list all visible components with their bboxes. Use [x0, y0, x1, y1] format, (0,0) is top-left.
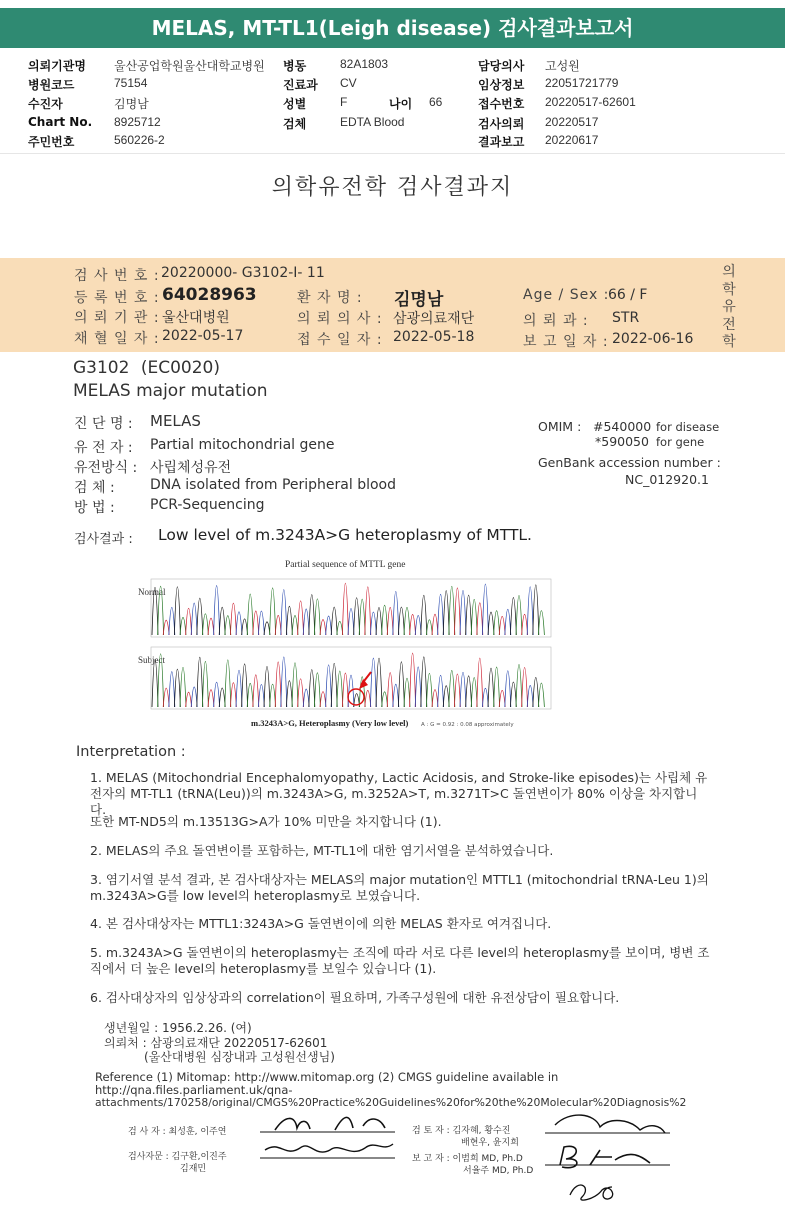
side-char: 의: [722, 264, 736, 280]
trace-peak: [454, 674, 460, 707]
trace-peak: [174, 669, 180, 707]
trace-peak: [432, 614, 438, 635]
trace-peak: [320, 620, 326, 635]
trace-peak: [382, 692, 388, 707]
trace-peak: [488, 668, 494, 707]
trace-peak: [186, 692, 192, 707]
trace-peak: [404, 607, 410, 635]
trace-peak: [281, 590, 287, 635]
trace-peak: [303, 609, 309, 635]
method-value: PCR-Sequencing: [150, 497, 265, 513]
code-value: 75154: [114, 76, 148, 90]
trace-peak: [326, 665, 332, 707]
reviewer: 검 토 자 : 김자혜, 황수진: [412, 1126, 511, 1136]
doctor-value: 고성원: [545, 59, 580, 73]
sex-label: 성별: [283, 97, 307, 111]
reporter-2: 서율주 MD, Ph.D: [463, 1166, 534, 1176]
rep-value: 2022-06-16: [612, 331, 694, 347]
reviewer-2: 배현우, 윤지희: [461, 1138, 519, 1148]
trace-peak: [533, 585, 539, 635]
trace-peak: [158, 586, 164, 635]
trace-peak: [292, 663, 298, 707]
trace-peak: [309, 595, 315, 635]
coll-value: 2022-05-17: [162, 328, 244, 344]
advisor: 검사자문 : 김구환,이진주: [128, 1152, 227, 1162]
trace-peak: [410, 653, 416, 707]
spec-label: 검 체 :: [74, 480, 115, 496]
trace-peak: [152, 659, 158, 707]
normal-trace-frame: [151, 579, 551, 637]
trace-peak: [370, 612, 376, 635]
trace-peak: [510, 682, 516, 707]
interp-item-4: 4. 본 검사대상자는 MTTL1:3243A>G 돌연변이에 의한 MELAS 환자로 여겨집니다.: [90, 916, 552, 931]
trace-peak: [460, 672, 466, 707]
trace-peak: [466, 595, 472, 635]
trace-peak: [527, 587, 533, 635]
dx-label: 진 단 명 :: [74, 416, 133, 432]
trace-peak: [253, 611, 259, 635]
trace-peak: [398, 662, 404, 707]
clinical-value: 22051721779: [545, 76, 619, 90]
trace-peak: [298, 601, 304, 635]
trace-peak: [309, 670, 315, 707]
trace-peak: [174, 587, 180, 635]
trace-peak: [482, 584, 488, 635]
trace-peak: [191, 687, 197, 707]
trace-peak: [421, 595, 427, 635]
subject-trace-frame: [151, 647, 551, 709]
inst-value: 울산대병원: [162, 310, 230, 326]
recv-value: 2022-05-18: [393, 329, 475, 345]
reference-2: http://qna.files.parliament.uk/qna-: [95, 1083, 293, 1097]
trace-peak: [303, 689, 309, 707]
trace-peak: [494, 611, 500, 635]
trace-peak: [393, 684, 399, 707]
resid-label: 주민번호: [28, 135, 75, 149]
specimen-label: 검체: [283, 117, 307, 131]
trace-peak: [471, 677, 477, 707]
trace-peak: [494, 667, 500, 707]
subject-label: Subject: [138, 655, 165, 665]
ward-value: 82A1803: [340, 57, 389, 71]
genbank-value: NC_012920.1: [625, 472, 709, 487]
dob-line: 생년월일 : 1956.2.26. (여): [104, 1021, 252, 1035]
trace-peak: [208, 690, 214, 707]
trace-peak: [348, 609, 354, 635]
trace-peak: [270, 588, 276, 635]
reception-label: 접수번호: [478, 97, 525, 111]
inst-label: 의 뢰 기 관 :: [74, 310, 160, 326]
trace-peak: [286, 681, 292, 707]
trace-peak: [214, 586, 220, 635]
trace-peak: [533, 677, 539, 707]
trace-peak: [230, 683, 236, 707]
test-name: MELAS major mutation: [73, 381, 268, 401]
tester-signature: [255, 1110, 405, 1175]
dx-value: MELAS: [150, 412, 201, 430]
trace-peak: [365, 690, 371, 707]
trace-peak: [404, 678, 410, 707]
trace-peak: [169, 672, 175, 707]
trace-peak: [410, 614, 416, 635]
patient-value: 김명남: [114, 97, 149, 111]
figure-title: Partial sequence of MTTL gene: [285, 560, 406, 570]
dept-label: 진료과: [283, 78, 318, 92]
ref-label: 의 뢰 의 사 :: [297, 311, 383, 327]
trace-peak: [426, 673, 432, 707]
dept-value: CV: [340, 76, 357, 90]
trace-peak: [292, 616, 298, 635]
trace-peak: [158, 654, 164, 707]
side-vertical-title: [722, 264, 736, 352]
trace-peak: [236, 612, 242, 635]
trace-peak: [538, 683, 544, 707]
trace-peak: [314, 673, 320, 707]
result-value: Low level of m.3243A>G heteroplasmy of MTTL.: [158, 526, 532, 544]
sequence-figure: [135, 555, 560, 745]
trace-peak: [169, 607, 175, 635]
chart-label: Chart No.: [28, 115, 93, 129]
trace-peak: [219, 688, 225, 707]
coll-label: 채 혈 일 자 :: [74, 331, 160, 347]
agesex-label: Age / Sex :: [523, 287, 610, 303]
trace-peak: [471, 599, 477, 635]
regno-label: 등 록 번 호 :: [74, 290, 160, 306]
trace-peak: [516, 596, 522, 635]
trace-peak: [163, 688, 169, 707]
trace-peak: [538, 611, 544, 635]
trace-peak: [510, 598, 516, 635]
clinical-label: 임상정보: [478, 78, 525, 92]
interp-item-5: 5. m.3243A>G 돌연변이의 heteroplasmy는 조직에 따라 서로 다른 level의 heteroplasmy를 보이며, 병변 조직에서 더 높은 level의 heteroplasmy를 보일수 있습니다 (1).: [90, 945, 710, 976]
code-label: 병원코드: [28, 78, 75, 92]
spec-value: DNA isolated from Peripheral blood: [150, 477, 397, 493]
trace-peak: [393, 591, 399, 635]
result-label: 검사결과 :: [74, 532, 133, 547]
test-code: [73, 358, 220, 378]
hospital-label: 의뢰기관명: [28, 59, 86, 73]
trace-peak: [258, 611, 264, 635]
trace-peak: [320, 692, 326, 707]
trace-peak: [275, 615, 281, 635]
trace-peak: [163, 620, 169, 635]
normal-trace: [152, 583, 544, 635]
trace-peak: [242, 619, 248, 635]
trace-peak: [270, 684, 276, 707]
trace-peak: [376, 607, 382, 635]
sex-value: F: [340, 95, 348, 109]
trace-peak: [382, 605, 388, 635]
trace-peak: [331, 663, 337, 707]
trace-peak: [421, 657, 427, 707]
inheritance-label: 유전방식 :: [74, 460, 138, 476]
trace-peak: [186, 608, 192, 635]
trace-peak: [443, 686, 449, 707]
side-char: 학: [722, 281, 736, 298]
age-value: 66: [429, 95, 443, 109]
advisor-2: 김재민: [180, 1164, 207, 1174]
interp-item-3: 3. 염기서열 분석 결과, 본 검사대상자는 MELAS의 major mutation인 MTTL1 (mitochondrial tRNA-Leu 1)의 m.3243A>G를 low level의 heteroplasmy로 보였습니다.: [90, 872, 709, 903]
gene-label: 유 전 자 :: [74, 440, 133, 456]
testno-label: 검 사 번 호 :: [74, 268, 160, 284]
omim-disease-for: for disease: [656, 420, 720, 434]
trace-peak: [477, 658, 483, 707]
trace-peak: [505, 609, 511, 635]
trace-peak: [197, 598, 203, 635]
trace-peak: [432, 690, 438, 707]
trace-peak: [522, 614, 528, 635]
trace-peak: [488, 612, 494, 635]
trace-peak: [415, 667, 421, 707]
gene-value: Partial mitochondrial gene: [150, 437, 335, 453]
document-title: 의학유전학 검사결과지: [271, 175, 514, 200]
trace-peak: [342, 583, 348, 635]
genbank-label: GenBank accession number :: [538, 455, 721, 470]
report-label: 결과보고: [478, 135, 525, 149]
side-char: 유: [722, 299, 736, 315]
trace-peak: [214, 682, 220, 707]
trace-peak: [225, 660, 231, 707]
trace-peak: [522, 667, 528, 707]
trace-peak: [482, 688, 488, 707]
trace-peak: [527, 685, 533, 707]
trace-peak: [370, 658, 376, 707]
ward-label: 병동: [283, 59, 307, 73]
pname-value: 김명남: [394, 290, 444, 310]
trace-peak: [230, 603, 236, 635]
recv-label: 접 수 일 자 :: [297, 332, 383, 348]
refdept-value: STR: [612, 310, 640, 326]
divider: [0, 153, 785, 154]
trace-peak: [337, 671, 343, 707]
trace-peak: [236, 670, 242, 707]
trace-peak: [247, 683, 253, 707]
ref-value: 삼광의료재단: [393, 311, 475, 327]
trace-peak: [225, 616, 231, 635]
trace-peak: [314, 599, 320, 635]
trace-peak: [359, 599, 365, 635]
method-label: 방 법 :: [74, 500, 115, 516]
regno-value: 64028963: [162, 285, 257, 305]
trace-peak: [449, 670, 455, 707]
trace-peak: [477, 603, 483, 635]
trace-peak: [281, 657, 287, 707]
trace-peak: [376, 658, 382, 707]
trace-peak: [466, 676, 472, 707]
trace-peak: [365, 587, 371, 635]
reception-value: 20220517-62601: [545, 95, 636, 109]
referrer-line-2: (울산대병원 심장내과 고성원선생님): [144, 1050, 335, 1064]
trace-peak: [415, 616, 421, 635]
report-header: MELAS, MT-TL1(Leigh disease) 검사결과보고서: [0, 8, 785, 48]
trace-peak: [499, 690, 505, 707]
specimen-value: EDTA Blood: [340, 115, 405, 129]
omim-disease: #540000: [593, 419, 652, 434]
agesex-value: 66 / F: [608, 287, 648, 303]
test-code-sub: (EC0020): [140, 358, 220, 378]
trace-peak: [191, 603, 197, 635]
age-label: 나이: [389, 97, 413, 111]
reference-3: attachments/170258/original/CMGS%20Practice%20Guidelines%20for%20the%20Molecular%20Diagnosis%2: [95, 1096, 687, 1109]
interpretation-title: Interpretation :: [76, 744, 186, 760]
trace-peak: [326, 616, 332, 635]
trace-peak: [264, 667, 270, 707]
trace-peak: [242, 664, 248, 707]
trace-peak: [180, 617, 186, 635]
trace-peak: [398, 607, 404, 635]
tester: 검 사 자 : 최성훈, 이주연: [128, 1127, 227, 1137]
interp-item-1: 1. MELAS (Mitochondrial Encephalomyopathy, Lactic Acidosis, and Stroke-like episodes)는 사립체 유전자의 MT-TL1 (tRNA(Leu))의 m.3243A>G, m.3252A>T, m.3271T>C 돌연변이가 80% 이상을 차지합니다.: [90, 770, 708, 817]
testno-value: 20220000- G3102-I- 11: [161, 265, 325, 281]
side-char: 학: [722, 334, 736, 350]
trace-peak: [337, 621, 343, 635]
request-value: 20220517: [545, 115, 599, 129]
trace-peak: [152, 587, 158, 635]
trace-peak: [180, 667, 186, 707]
patient-label: 수진자: [28, 97, 63, 111]
request-label: 검사의뢰: [478, 117, 525, 131]
chromatogram: [135, 555, 560, 745]
side-char: 전: [722, 316, 736, 333]
trace-peak: [449, 586, 455, 635]
trace-peak: [443, 591, 449, 635]
interp-item-1b: 또한 MT-ND5의 m.13513G>A가 10% 미만을 차지합니다 (1).: [90, 814, 442, 829]
mutation-circle: [348, 689, 364, 705]
omim-gene-for: for gene: [656, 435, 705, 449]
trace-peak: [438, 594, 444, 635]
trace-peak: [298, 679, 304, 707]
trace-peak: [460, 591, 466, 635]
figure-ratio: A : G = 0.92 : 0.08 approximately: [421, 722, 514, 728]
trace-peak: [454, 588, 460, 635]
trace-peak: [387, 673, 393, 707]
trace-peak: [258, 684, 264, 707]
trace-peak: [219, 607, 225, 635]
trace-peak: [275, 662, 281, 707]
interp-item-6: 6. 검사대상자의 임상상과의 correlation이 필요하며, 가족구성원에 대한 유전상담이 필요합니다.: [90, 990, 620, 1005]
trace-peak: [505, 671, 511, 707]
trace-peak: [253, 675, 259, 707]
trace-peak: [516, 665, 522, 707]
hospital-value: 울산공업학원울산대학교병원: [114, 59, 265, 73]
trace-peak: [426, 620, 432, 635]
omim-label: OMIM :: [538, 419, 582, 434]
trace-peak: [264, 622, 270, 635]
refdept-label: 의 뢰 과 :: [523, 313, 589, 329]
trace-peak: [342, 673, 348, 707]
pname-label: 환 자 명 :: [297, 290, 363, 306]
arrow-head: [359, 679, 368, 689]
trace-peak: [247, 594, 253, 635]
trace-peak: [286, 606, 292, 635]
reporter: 보 고 자 : 이범희 MD, Ph.D: [412, 1154, 523, 1164]
interp-item-2: 2. MELAS의 주요 돌연변이를 포함하는, MT-TL1에 대한 염기서열을 분석하였습니다.: [90, 843, 554, 858]
trace-peak: [387, 607, 393, 635]
normal-label: Normal: [138, 587, 166, 597]
trace-peak: [197, 657, 203, 707]
trace-peak: [438, 675, 444, 707]
rep-label: 보 고 일 자 :: [523, 334, 609, 350]
reference-1: Reference (1) Mitomap: http://www.mitomap.org (2) CMGS guideline available in: [95, 1070, 559, 1084]
trace-peak: [202, 614, 208, 635]
trace-peak: [202, 661, 208, 707]
test-code-value: G3102: [73, 358, 130, 378]
figure-caption: m.3243A>G, Heteroplasmy (Very low level): [251, 718, 409, 728]
doctor-label: 담당의사: [478, 59, 525, 73]
inheritance-value: 사립체성유전: [150, 460, 232, 476]
omim-gene: *590050: [595, 434, 649, 449]
trace-peak: [208, 618, 214, 635]
trace-peak: [354, 598, 360, 635]
resid-value: 560226-2: [114, 133, 165, 147]
trace-peak: [499, 616, 505, 635]
referrer-line: 의뢰처 : 삼광의료재단 20220517-62601: [104, 1036, 328, 1050]
chart-value: 8925712: [114, 115, 161, 129]
reporter-signature: [540, 1105, 680, 1205]
trace-peak: [331, 607, 337, 635]
report-value: 20220617: [545, 133, 599, 147]
